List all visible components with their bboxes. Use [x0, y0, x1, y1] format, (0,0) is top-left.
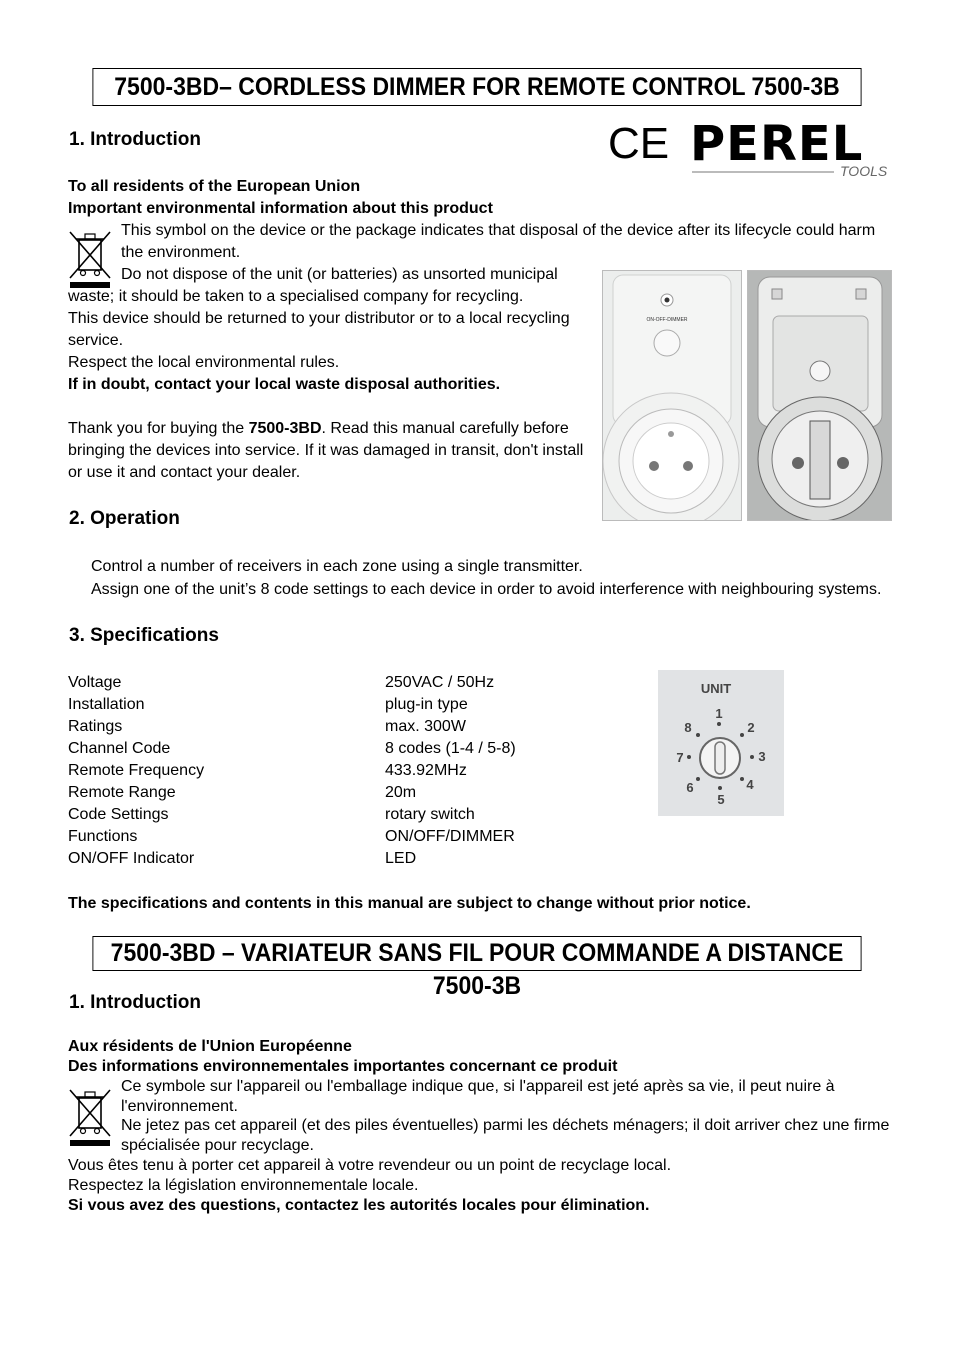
spec-key: Channel Code	[68, 740, 171, 757]
spec-value: ON/OFF/DIMMER	[385, 828, 515, 845]
intro-en-l11: or use it and contact your dealer.	[68, 464, 301, 481]
intro-en-bold2: Important environmental information about this product	[68, 200, 493, 217]
intro-fr-bold2: Des informations environnementales importantes concernant ce produit	[68, 1058, 618, 1075]
spec-row	[68, 694, 628, 716]
product-photo-front	[602, 270, 742, 521]
dial-n8: 8	[684, 720, 692, 735]
dial-n5: 5	[717, 792, 725, 807]
spec-row	[68, 716, 628, 738]
spec-value: LED	[385, 850, 417, 867]
brand-sub: TOOLS	[840, 163, 888, 179]
intro-en-l2: the environment.	[121, 244, 241, 261]
spec-row	[68, 760, 628, 782]
spec-row	[68, 826, 628, 848]
spec-key: Installation	[68, 696, 145, 713]
dial-n7: 7	[676, 750, 684, 765]
intro-en-l3: Do not dispose of the unit (or batteries) as unsorted municipal	[121, 266, 558, 283]
dial-n4: 4	[746, 777, 754, 792]
intro-fr-heading: 1. Introduction	[69, 992, 201, 1013]
title-en: 7500-3BD– CORDLESS DIMMER FOR REMOTE CONTROL 7500-3B	[92, 68, 861, 106]
spec-row	[68, 782, 628, 804]
spec-row	[68, 672, 628, 694]
intro-fr-bold1: Aux résidents de l'Union Européenne	[68, 1038, 352, 1055]
spec-value: max. 300W	[385, 718, 466, 735]
spec-row	[68, 738, 628, 760]
intro-en-l7: Respect the local environmental rules.	[68, 354, 340, 371]
spec-value: plug-in type	[385, 696, 468, 713]
intro-fr-l6: Respectez la législation environnementale locale.	[68, 1177, 419, 1194]
spec-value: 250VAC / 50Hz	[385, 674, 495, 691]
dial-label: UNIT	[700, 681, 732, 696]
perel-logo	[606, 110, 896, 180]
intro-en-l5: This device should be returned to your distributor or to a local recycling	[68, 310, 570, 327]
brand-name: PEREL	[690, 116, 864, 172]
intro-fr-l4: spécialisée pour recyclage.	[121, 1137, 314, 1154]
spec-value: 8 codes (1-4 / 5-8)	[385, 740, 516, 757]
intro-fr-l3: Ne jetez pas cet appareil (et des piles éventuelles) parmi les déchets ménagers; il doit arriver chez une firme	[121, 1117, 890, 1134]
spec-row	[68, 848, 628, 870]
spec-value: 433.92MHz	[385, 762, 467, 779]
intro-en-l8: If in doubt, contact your local waste disposal authorities.	[68, 376, 501, 393]
specs-heading: 3. Specifications	[69, 625, 219, 646]
unit-dial-photo	[658, 670, 784, 816]
spec-key: ON/OFF Indicator	[68, 850, 195, 867]
intro-en-l6: service.	[68, 332, 124, 349]
spec-row	[68, 804, 628, 826]
spec-key: Functions	[68, 828, 138, 845]
photo-label: ON-OFF-DIMMER	[646, 317, 688, 323]
intro-en-l10: bringing the devices into service. If it was damaged in transit, don't install	[68, 442, 584, 459]
dial-n3: 3	[758, 749, 766, 764]
product-photo-back	[747, 270, 892, 521]
intro-fr-l2: l'environnement.	[121, 1098, 238, 1115]
spec-value: rotary switch	[385, 806, 475, 823]
operation-l2: Assign one of the unit’s 8 code settings to each device in order to avoid interference with neighbouring systems.	[91, 581, 882, 598]
spec-key: Voltage	[68, 674, 122, 691]
weee-bin-icon	[68, 228, 112, 295]
specs-notice: The specifications and contents in this manual are subject to change without prior notice.	[68, 895, 751, 912]
intro-fr-l7: Si vous avez des questions, contactez les autorités locales pour élimination.	[68, 1197, 650, 1214]
spec-key: Ratings	[68, 718, 123, 735]
spec-key: Remote Frequency	[68, 762, 205, 779]
operation-l1: Control a number of receivers in each zone using a single transmitter.	[91, 558, 583, 575]
weee-bin-icon-fr	[68, 1086, 112, 1153]
intro-fr-l1: Ce symbole sur l'appareil ou l'emballage indique que, si l'appareil est jeté après sa vie, il peut nuire à	[121, 1078, 835, 1095]
dial-n1: 1	[715, 706, 723, 721]
intro-en-l1: This symbol on the device or the package indicates that disposal of the device after its lifecycle could harm	[121, 222, 876, 239]
intro-fr-l5: Vous êtes tenu à porter cet appareil à votre revendeur ou un point de recyclage local.	[68, 1157, 672, 1174]
dial-n2: 2	[747, 720, 755, 735]
spec-value: 20m	[385, 784, 417, 801]
dial-n6: 6	[686, 780, 694, 795]
spec-key: Code Settings	[68, 806, 169, 823]
intro-en-heading: 1. Introduction	[69, 129, 201, 150]
intro-en-bold1: To all residents of the European Union	[68, 178, 361, 195]
intro-en-thanks: Thank you for buying the 7500-3BD. Read this manual carefully before	[68, 420, 569, 437]
spec-key: Remote Range	[68, 784, 176, 801]
title-fr: 7500-3BD – VARIATEUR SANS FIL POUR COMMANDE A DISTANCE 7500-3B	[92, 936, 861, 971]
ce-mark: CE	[608, 119, 670, 168]
operation-heading: 2. Operation	[69, 508, 180, 529]
intro-en-l4: waste; it should be taken to a specialised company for recycling.	[68, 288, 524, 305]
